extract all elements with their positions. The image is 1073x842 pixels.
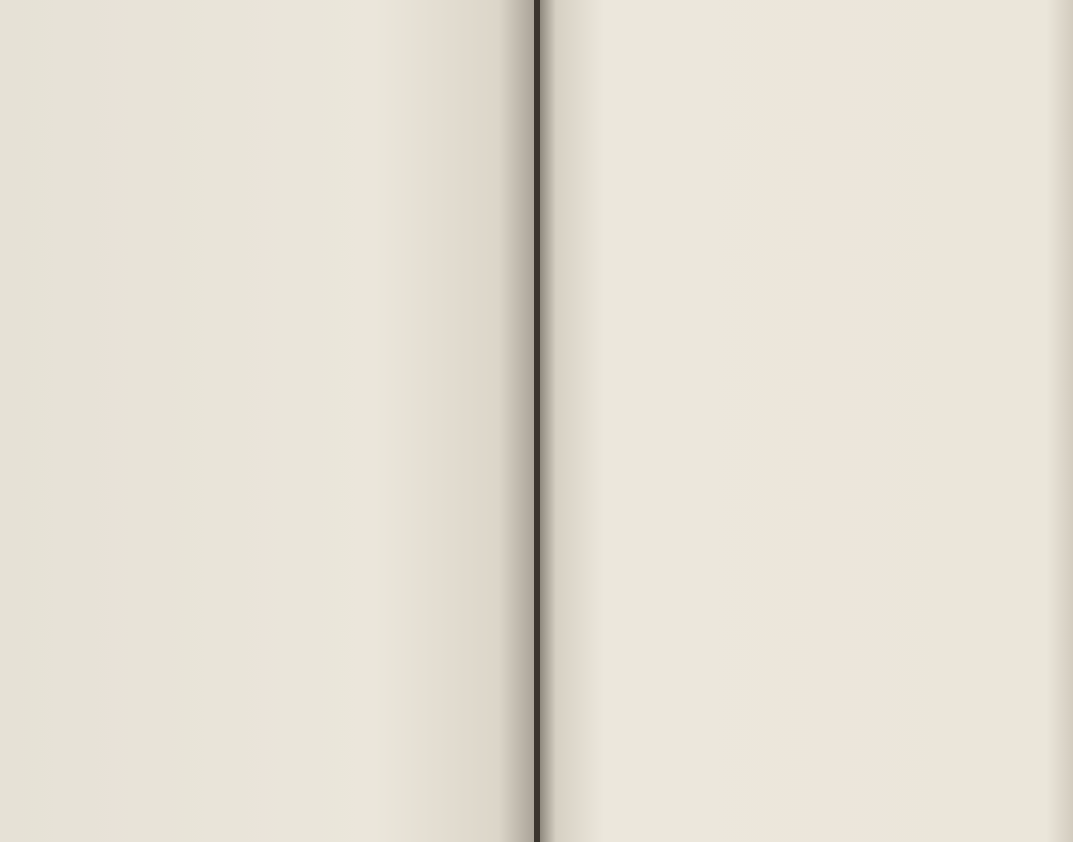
right-page bbox=[540, 0, 1073, 842]
left-page bbox=[0, 0, 536, 842]
